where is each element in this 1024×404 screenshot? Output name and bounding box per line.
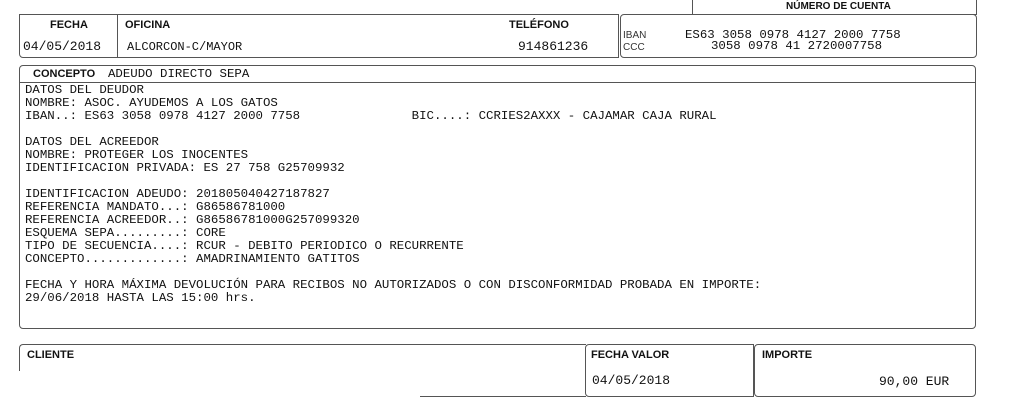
- oficina-label: OFICINA: [125, 19, 171, 31]
- fecha-valor-label: FECHA VALOR: [591, 349, 670, 361]
- concepto-body: [25, 84, 970, 305]
- cliente-bottom-line: [420, 396, 586, 397]
- body-line: ESQUEMA SEPA.........: CORE: [25, 226, 226, 240]
- fecha-label: FECHA: [50, 19, 88, 31]
- body-line: IBAN..: ES63 3058 0978 4127 2000 7758 BIC....: CCRIES2AXXX - CAJAMAR CAJA RURAL: [25, 109, 717, 123]
- telefono-label: TELÉFONO: [509, 19, 569, 31]
- importe-value: 90,00 EUR: [879, 374, 950, 389]
- body-line: CONCEPTO.............: AMADRINAMIENTO GATITOS: [25, 252, 360, 266]
- body-line: TIPO DE SECUENCIA....: RCUR - DEBITO PERIODICO O RECURRENTE: [25, 239, 464, 253]
- body-line: NOMBRE: ASOC. AYUDEMOS A LOS GATOS: [25, 96, 278, 110]
- iban-value: ES63 3058 0978 4127 2000 7758: [685, 28, 901, 42]
- divider-fecha-oficina: [117, 14, 118, 57]
- oficina-value: ALCORCON-C/MAYOR: [127, 40, 243, 54]
- iban-label: IBAN: [623, 30, 647, 41]
- concepto-value: ADEUDO DIRECTO SEPA: [108, 67, 250, 81]
- numero-cuenta-label: NÚMERO DE CUENTA: [786, 1, 891, 12]
- body-line: REFERENCIA MANDATO...: G86586781000: [25, 200, 286, 214]
- body-line: 29/06/2018 HASTA LAS 15:00 hrs.: [25, 291, 256, 305]
- body-line: REFERENCIA ACREEDOR..: G86586781000G257099320: [25, 213, 360, 227]
- body-line: IDENTIFICACION ADEUDO: 201805040427187827: [25, 187, 330, 201]
- body-line: IDENTIFICACION PRIVADA: ES 27 758 G25709932: [25, 161, 345, 175]
- concepto-divider: [19, 82, 976, 83]
- body-line: [25, 123, 970, 136]
- fecha-valor-value: 04/05/2018: [592, 373, 671, 388]
- ccc-label: CCC: [623, 42, 645, 53]
- importe-label: IMPORTE: [762, 349, 813, 361]
- ccc-value: 3058 0978 41 2720007758: [711, 39, 883, 53]
- cliente-box: [19, 344, 586, 371]
- body-line: DATOS DEL ACREEDOR: [25, 135, 159, 149]
- cliente-label: CLIENTE: [27, 349, 75, 361]
- body-line: NOMBRE: PROTEGER LOS INOCENTES: [25, 148, 249, 162]
- body-line: DATOS DEL DEUDOR: [25, 83, 144, 97]
- telefono-value: 914861236: [518, 39, 589, 54]
- fecha-value: 04/05/2018: [23, 39, 102, 54]
- body-line: FECHA Y HORA MÁXIMA DEVOLUCIÓN PARA RECIBOS NO AUTORIZADOS O CON DISCONFORMIDAD PROBADA EN IMPORTE:: [25, 278, 762, 292]
- concepto-label: CONCEPTO: [33, 68, 96, 80]
